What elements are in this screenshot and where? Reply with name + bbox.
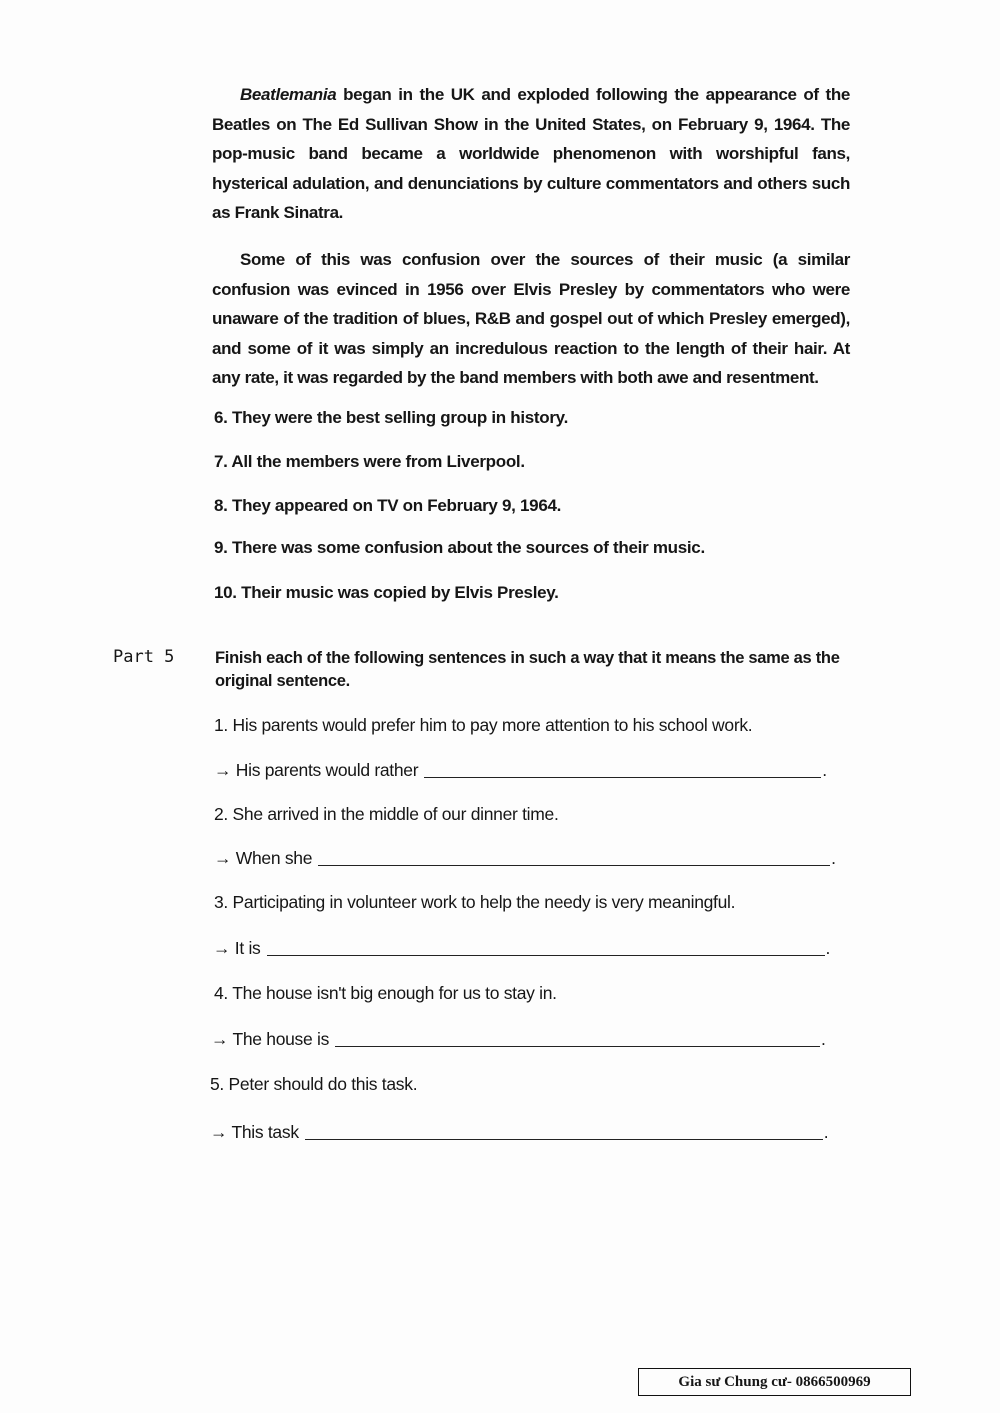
- rewrite-question-4: 4. The house isn't big enough for us to stay in.: [214, 983, 557, 1003]
- rewrite-question-2: 2. She arrived in the middle of our dinner time.: [214, 804, 559, 824]
- rewrite-question-1: 1. His parents would prefer him to pay more attention to his school work.: [214, 715, 753, 735]
- answer-4-blank[interactable]: [335, 1045, 820, 1047]
- rewrite-answer-2: → When she .: [214, 848, 836, 868]
- answer-1-blank[interactable]: [424, 776, 821, 778]
- rewrite-answer-1: → His parents would rather .: [214, 760, 827, 780]
- answer-3-prompt: → It is: [213, 938, 261, 958]
- statement-7: 7. All the members were from Liverpool.: [214, 452, 525, 471]
- footer-contact-text: Gia sư Chung cư- 0866500969: [678, 1373, 871, 1390]
- statement-8: 8. They appeared on TV on February 9, 1964.: [214, 496, 562, 515]
- rewrite-answer-4: → The house is .: [211, 1029, 826, 1049]
- rewrite-answer-3: → It is .: [213, 938, 831, 958]
- answer-3-blank[interactable]: [267, 954, 825, 956]
- passage-paragraph-1-text: began in the UK and exploded following the appearance of the Beatles on The Ed Sullivan Show in the United States, on February 9, 1964. The pop-music band became a worldwide phenomenon with worshipful fans, hysterical adulation, and denunciations by culture commentators and others such as Frank Sinatra.: [212, 85, 851, 222]
- passage-paragraph-2: [212, 245, 850, 393]
- part-5-label: Part 5: [113, 647, 175, 667]
- passage-paragraph-1: [212, 80, 850, 228]
- answer-5-prompt: → This task: [210, 1122, 299, 1142]
- part-5-instruction: Finish each of the following sentences in such a way that it means the same as the original sentence.: [215, 649, 840, 690]
- answer-1-prompt: → His parents would rather: [214, 760, 419, 780]
- beatlemania-term: Beatlemania: [240, 85, 337, 104]
- statement-10: 10. Their music was copied by Elvis Presley.: [214, 583, 559, 602]
- statement-6: 6. They were the best selling group in history.: [214, 408, 568, 427]
- answer-2-blank[interactable]: [318, 864, 830, 866]
- rewrite-question-5: 5. Peter should do this task.: [210, 1074, 418, 1094]
- rewrite-question-3: 3. Participating in volunteer work to help the needy is very meaningful.: [214, 892, 736, 912]
- answer-5-blank[interactable]: [305, 1138, 823, 1140]
- statement-9: 9. There was some confusion about the sources of their music.: [214, 538, 705, 557]
- rewrite-answer-5: → This task .: [210, 1122, 829, 1142]
- answer-2-prompt: → When she: [214, 848, 313, 868]
- answer-4-prompt: → The house is: [211, 1029, 330, 1049]
- footer-contact-box: [638, 1368, 911, 1396]
- passage-paragraph-2-text: Some of this was confusion over the sources of their music (a similar confusion was evinced in 1956 over Elvis Presley by commentators who were unaware of the tradition of blues, R&B and gospel out of which Presley emerged), and some of it was simply an incredulous reaction to the length of their hair. At any rate, it was regarded by the band members with both awe and resentment.: [212, 250, 850, 387]
